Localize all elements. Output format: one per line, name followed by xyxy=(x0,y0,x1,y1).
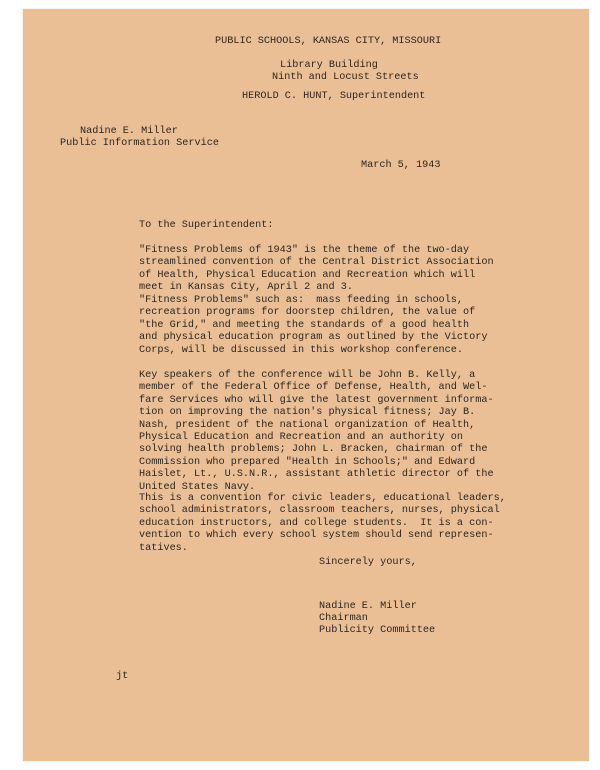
paragraph-line: of Health, Physical Education and Recreation which will xyxy=(139,269,476,281)
paragraph-line: tatives. xyxy=(139,542,188,554)
paragraph-line: Physical Education and Recreation and an authority on xyxy=(139,431,464,443)
paragraph-line: United States Navy. xyxy=(139,481,256,493)
paragraph-line: tion on improving the nation's physical fitness; Jay B. xyxy=(139,407,476,419)
paragraph-line: fare Services who will give the latest government informa- xyxy=(139,394,494,406)
paragraph-line: "Fitness Problems" such as: mass feeding in schools, xyxy=(139,295,464,306)
closing: Sincerely yours, xyxy=(319,557,417,568)
paragraph-line: school administrators, classroom teachers, nurses, physical xyxy=(139,505,500,517)
paragraph-line: recreation programs for doorstep children, the value of xyxy=(139,307,476,319)
paragraph-line: and physical education program as outlined by the Victory xyxy=(139,332,488,344)
paragraph-1 xyxy=(139,245,494,295)
paragraph-line: education instructors, and college students. It is a con- xyxy=(139,517,494,529)
letterhead-building: Library Building xyxy=(280,60,378,71)
paragraph-line: Corps, will be discussed in this workshop conference. xyxy=(139,344,464,356)
paragraph-line: "Fitness Problems of 1943" is the theme of the two-day xyxy=(139,245,470,256)
paragraph-line: member of the Federal Office of Defense, Health, and Wel- xyxy=(139,382,488,394)
letterhead-org: PUBLIC SCHOOLS, KANSAS CITY, MISSOURI xyxy=(215,36,442,47)
paragraph-line: This is a convention for civic leaders, educational leaders, xyxy=(139,493,506,504)
paragraph-line: solving health problems; John L. Bracken, chairman of the xyxy=(139,444,488,456)
signature-name: Nadine E. Miller xyxy=(319,601,417,612)
paragraph-line: streamlined convention of the Central District Association xyxy=(139,257,494,269)
paragraph-3 xyxy=(139,370,494,494)
paragraph-line: "the Grid," and meeting the standards of a good health xyxy=(139,319,470,331)
sender-dept: Public Information Service xyxy=(60,138,219,149)
paragraph-line: Commission who prepared "Health in Schools;" and Edward xyxy=(139,456,476,468)
paragraph-line: meet in Kansas City, April 2 and 3. xyxy=(139,282,353,294)
paragraph-line: Nash, president of the national organization of Health, xyxy=(139,419,476,431)
signature-title: Chairman xyxy=(319,613,368,624)
salutation: To the Superintendent: xyxy=(139,220,274,231)
signature-committee: Publicity Committee xyxy=(319,625,436,636)
typist-initials: jt xyxy=(116,671,129,682)
paragraph-line: Key speakers of the conference will be John B. Kelly, a xyxy=(139,370,476,381)
paragraph-line: vention to which every school system should send represen- xyxy=(139,530,494,542)
letterhead-superintendent: HEROLD C. HUNT, Superintendent xyxy=(242,91,426,102)
paragraph-4 xyxy=(139,493,506,555)
letter-page xyxy=(23,9,589,761)
paragraph-line: Haislet, Lt., U.S.N.R., assistant athletic director of the xyxy=(139,469,494,481)
paragraph-2 xyxy=(139,295,487,357)
letter-date: March 5, 1943 xyxy=(361,160,441,171)
sender-name: Nadine E. Miller xyxy=(80,126,178,137)
letterhead-address: Ninth and Locust Streets xyxy=(272,72,419,83)
